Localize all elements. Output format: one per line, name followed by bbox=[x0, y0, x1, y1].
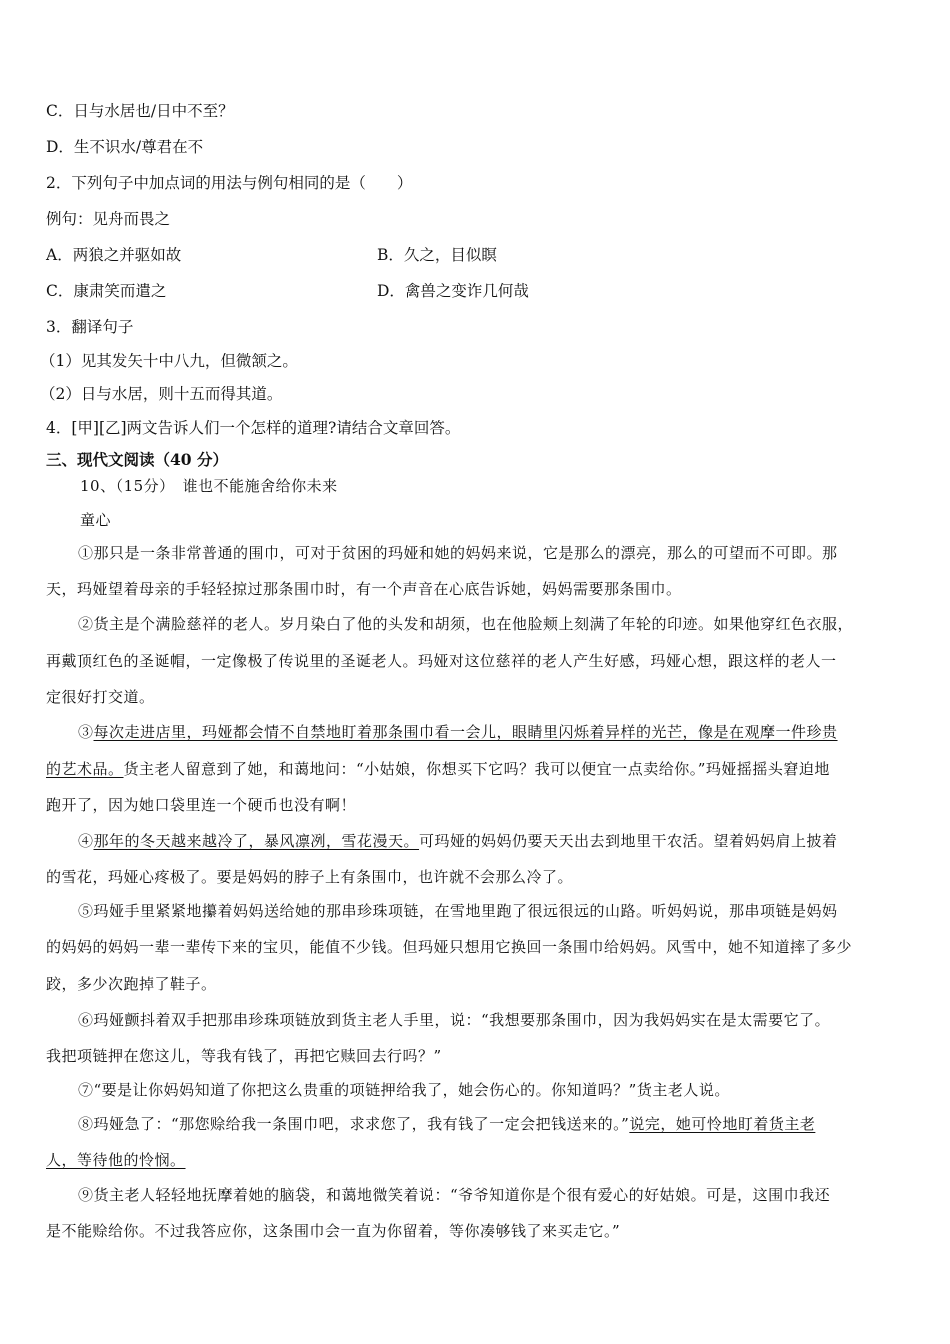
paragraph-8-line-2 bbox=[46, 1150, 186, 1170]
paragraph-1-line-2: 天，玛娅望着母亲的手轻轻掠过那条围巾时，有一个声音在心底告诉她，妈妈需要那条围巾。 bbox=[46, 580, 682, 598]
question-2-stem: 2．下列句子中加点词的用法与例句相同的是（ ） bbox=[46, 174, 413, 192]
paragraph-3-underlined-1: 每次走进店里，玛娅都会情不自禁地盯着那条围巾看一会儿，眼睛里闪烁着异样的光芒，像是在观摩一件珍贵 bbox=[93, 723, 838, 741]
paragraph-3-underlined-2: 的艺术品。 bbox=[46, 760, 124, 778]
paragraph-3-line-2-text: 货主老人留意到了她，和蔼地问：“小姑娘，你想买下它吗？我可以便宜一点卖给你。”玛娅摇摇头窘迫地 bbox=[123, 760, 830, 778]
question-2-row-cd bbox=[46, 281, 906, 301]
paragraph-5-line-3: 跤，多少次跑掉了鞋子。 bbox=[46, 975, 217, 993]
paragraph-5-line-1: ⑤玛娅手里紧紧地攥着妈妈送给她的那串珍珠项链，在雪地里跑了很远很远的山路。听妈妈说，那串项链是妈妈 bbox=[78, 902, 838, 920]
option-d-line: D．生不识水/尊君在不 bbox=[46, 138, 204, 156]
paragraph-7-line-1: ⑦“要是让你妈妈知道了你把这么贵重的项链押给我了，她会伤心的。你知道吗？”货主老人说。 bbox=[78, 1081, 730, 1099]
option-c-line: C．日与水居也/日中不至？ bbox=[46, 102, 234, 120]
paragraph-4-line-2: 的雪花，玛娅心疼极了。要是妈妈的脖子上有条围巾，也许就不会那么冷了。 bbox=[46, 868, 574, 886]
question-2-row-ab bbox=[46, 245, 906, 265]
question-2-option-b: B．久之，目似瞑 bbox=[377, 246, 497, 264]
paragraph-8-underlined-1: 说完，她可怜地盯着货主老 bbox=[629, 1115, 816, 1133]
paragraph-8-underlined-2: 人，等待他的怜悯。 bbox=[46, 1151, 186, 1169]
paragraph-5-line-2: 的妈妈的妈妈一辈一辈传下来的宝贝，能值不少钱。但玛娅只想用它换回一条围巾给妈妈。风雪中，她不知道摔了多少 bbox=[46, 938, 853, 956]
paragraph-3-line-3: 跑开了，因为她口袋里连一个硬币也没有啊！ bbox=[46, 796, 357, 814]
question-2-example: 例句：见舟而畏之 bbox=[46, 210, 171, 228]
paragraph-4-number: ④ bbox=[78, 832, 94, 850]
question-3-sentence-1: （1）见其发矢十中八九，但微颔之。 bbox=[40, 352, 298, 370]
question-2-option-c: C．康肃笑而遣之 bbox=[46, 282, 167, 300]
question-3-stem: 3．翻译句子 bbox=[46, 318, 134, 336]
paragraph-2-line-3: 定很好打交道。 bbox=[46, 688, 155, 706]
question-10-header: 10、（15分） 谁也不能施舍给你未来 bbox=[80, 477, 338, 495]
paragraph-3-line-1 bbox=[78, 722, 838, 742]
article-author: 童心 bbox=[80, 511, 112, 529]
question-2-option-a: A．两狼之并驱如故 bbox=[46, 246, 182, 264]
paragraph-6-line-2: 我把项链押在您这儿，等我有钱了，再把它赎回去行吗？” bbox=[46, 1047, 442, 1065]
paragraph-4-line-1-text: 可玛娅的妈妈仍要天天出去到地里干农活。望着妈妈肩上披着 bbox=[419, 832, 838, 850]
paragraph-6-line-1: ⑥玛娅颤抖着双手把那串珍珠项链放到货主老人手里，说：“我想要那条围巾，因为我妈妈实在是太需要它了。 bbox=[78, 1011, 831, 1029]
paragraph-4-underlined: 那年的冬天越来越冷了，暴风凛冽，雪花漫天。 bbox=[93, 832, 420, 850]
paragraph-3-number: ③ bbox=[78, 723, 94, 741]
paragraph-2-line-1: ②货主是个满脸慈祥的老人。岁月染白了他的头发和胡须，也在他脸颊上刻满了年轮的印迹。如果他穿红色衣服， bbox=[78, 615, 854, 633]
section-3-heading: 三、现代文阅读（40 分） bbox=[46, 450, 228, 469]
paragraph-9-line-1: ⑨货主老人轻轻地抚摩着她的脑袋，和蔼地微笑着说：“爷爷知道你是个很有爱心的好姑娘。可是，这围巾我还 bbox=[78, 1186, 831, 1204]
paragraph-8-line-1-text: ⑧玛娅急了：“那您赊给我一条围巾吧，求求您了，我有钱了一定会把钱送来的。” bbox=[78, 1115, 630, 1133]
paragraph-3-line-2 bbox=[46, 759, 830, 779]
question-2-option-d: D．禽兽之变诈几何哉 bbox=[377, 282, 529, 300]
paragraph-8-line-1 bbox=[78, 1114, 815, 1134]
paragraph-2-line-2: 再戴顶红色的圣诞帽，一定像极了传说里的圣诞老人。玛娅对这位慈祥的老人产生好感，玛娅心想，跟这样的老人一 bbox=[46, 652, 837, 670]
question-3-sentence-2: （2）日与水居，则十五而得其道。 bbox=[40, 385, 283, 403]
paragraph-4-line-1 bbox=[78, 831, 838, 851]
paragraph-9-line-2: 是不能赊给你。不过我答应你，这条围巾会一直为你留着，等你凑够钱了来买走它。” bbox=[46, 1222, 621, 1240]
question-4-stem: 4．[甲][乙]两文告诉人们一个怎样的道理?请结合文章回答。 bbox=[46, 419, 461, 437]
paragraph-1-line-1: ①那只是一条非常普通的围巾，可对于贫困的玛娅和她的妈妈来说，它是那么的漂亮，那么的可望而不可即。那 bbox=[78, 544, 838, 562]
